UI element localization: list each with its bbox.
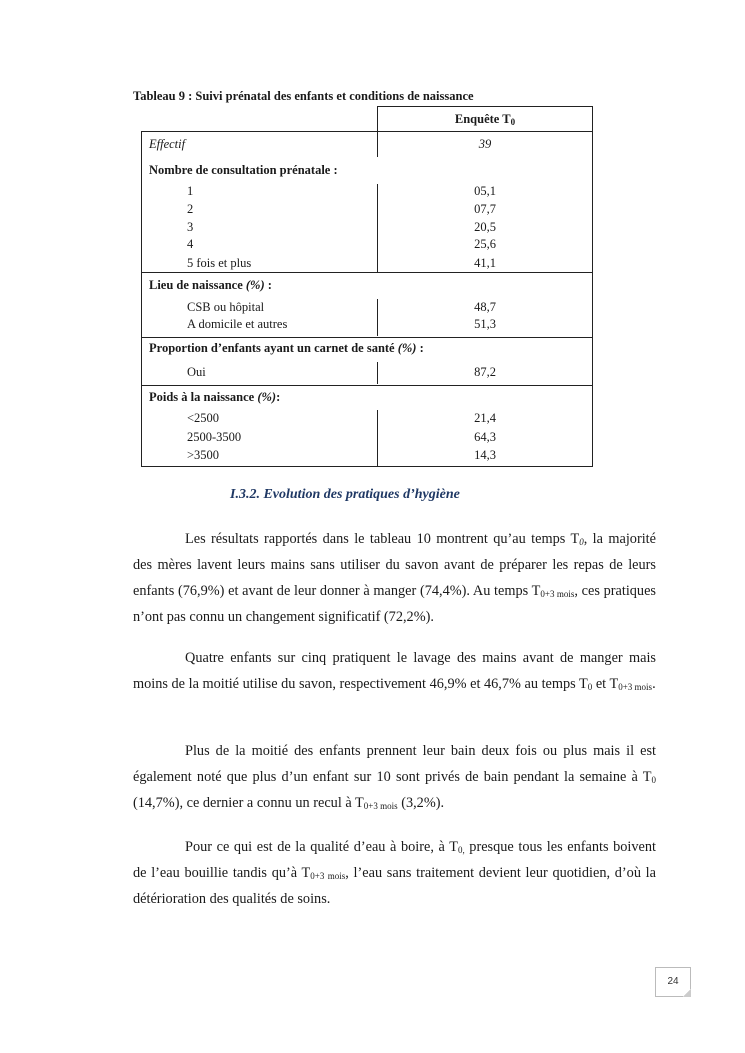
- table-row-value: 20,5: [474, 220, 496, 234]
- consult-heading: Nombre de consultation prénatale :: [149, 163, 338, 177]
- paragraph-2: Quatre enfants sur cinq pratiquent le lavage des mains avant de manger mais moins de la moitié utilise du savon, respectivement 46,9% et 46,7% au temps $T_0$ et $T_{0+3 mois}$.: [133, 650, 656, 692]
- carnet-heading: Proportion d’enfants ayant un carnet de santé (%) :: [149, 341, 424, 355]
- paragraph-1: Les résultats rapportés dans le tableau 10 montrent qu’au temps $T_0$, la majorité des mères lavent leurs mains sans utiliser du savon avant de préparer les repas de leurs enfants (76,9%) et avant de leur donner à manger (74,4%). Au temps $T_{0+3 mois}$, ces pratiques n’ont pas connu un changement significatif (72,2%).: [133, 531, 656, 625]
- table-row-value: 87,2: [474, 365, 496, 379]
- table-caption: Tableau 9 : Suivi prénatal des enfants et conditions de naissance: [133, 89, 474, 103]
- table-row-label: 2500-3500: [187, 430, 242, 444]
- table-row-label: Oui: [187, 365, 206, 379]
- table-row-value: 14,3: [474, 448, 496, 462]
- table-row-label: A domicile et autres: [187, 317, 288, 331]
- table-row-label: 3: [187, 220, 194, 234]
- table-row-label: 5 fois et plus: [187, 256, 252, 270]
- table-row-label: 2: [187, 202, 194, 216]
- table-row-value: 05,1: [474, 184, 496, 198]
- table-row-value: 64,3: [474, 430, 496, 444]
- effectif-label: Effectif: [149, 137, 186, 151]
- effectif-value: 39: [478, 137, 492, 151]
- table-row-value: 21,4: [474, 411, 496, 425]
- paragraph-3: Plus de la moitié des enfants prennent leur bain deux fois ou plus mais il est également noté que plus d’un enfant sur 10 sont privés de bain pendant la semaine à $T_0$ (14,7%), ce dernier a connu un recul à $T_{0+3 mois}$ (3,2%).: [133, 743, 656, 811]
- table-row-label: <2500: [187, 411, 220, 425]
- prenatal-table: [141, 106, 593, 467]
- table-row-label: 4: [187, 237, 194, 251]
- paragraph-4: Pour ce qui est de la qualité d’eau à boire, à $T_{0,}$ presque tous les enfants boivent de l’eau bouillie tandis qu’à $T_{0+3 mois}$, l’eau sans traitement devient leur quotidien, d’où la détérioration des qualités de soins.: [133, 839, 657, 907]
- table-row-value: 07,7: [474, 202, 496, 216]
- page-number: 24: [655, 967, 691, 997]
- table-row-value: 25,6: [474, 237, 496, 251]
- table-row-label: 1: [187, 184, 194, 198]
- poids-heading: Poids à la naissance (%):: [149, 390, 281, 404]
- section-title: I.3.2. Evolution des pratiques d’hygiène: [230, 487, 460, 502]
- table-row-value: 48,7: [474, 300, 496, 314]
- table-row-label: CSB ou hôpital: [187, 300, 265, 314]
- column-header: Enquête $T_0$: [454, 112, 516, 127]
- table-row-value: 41,1: [474, 256, 496, 270]
- table-row-value: 51,3: [474, 317, 496, 331]
- lieu-heading: Lieu de naissance (%) :: [149, 278, 272, 292]
- table-row-label: >3500: [187, 448, 220, 462]
